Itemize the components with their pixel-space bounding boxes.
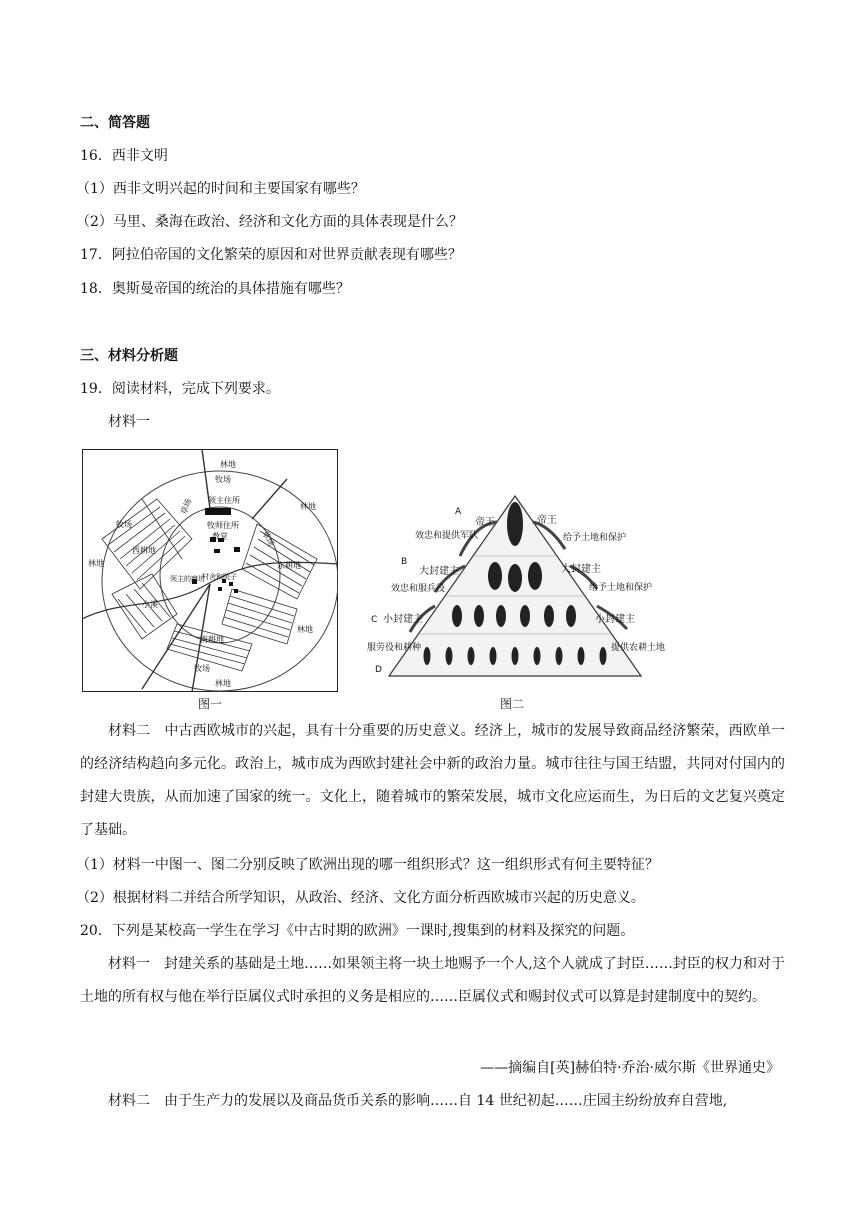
label-priest-residence: 牧师住所	[207, 521, 239, 530]
label-emperor-left: 帝王	[475, 517, 495, 528]
q20-source-citation: ——摘编自[英]赫伯特·乔治·威尔斯《世界通史》	[480, 1060, 780, 1076]
label-grant-land-1: 给予土地和保护	[563, 533, 627, 543]
question-19-part-1: （1）材料一中图一、图二分别反映了欧洲出现的哪一组织形式？这一组织形式有何主要特征？	[76, 857, 659, 873]
figure-1-caption: 图一	[198, 697, 223, 711]
label-pasture-left: 牧场	[116, 520, 132, 529]
label-church: 教堂	[212, 532, 228, 541]
question-19: 19．阅读材料，完成下列要求。	[80, 381, 280, 397]
question-16-part-2: （2）马里、桑海在政治、经济和文化方面的具体表现是什么？	[76, 214, 463, 230]
label-lord-residence: 领主住所	[208, 496, 240, 505]
section-heading-material-analysis: 三、材料分析题	[80, 348, 178, 364]
label-west-field: 西耕地	[132, 546, 156, 555]
question-16: 16．西非文明	[80, 148, 168, 164]
label-meadow-left: 草场	[179, 497, 194, 516]
label-meadow-right: 草场	[260, 529, 277, 548]
label-D: D	[375, 665, 382, 675]
label-south-field: 南耕地	[200, 635, 224, 644]
label-loyalty-troops: 效忠和提供军队	[415, 531, 479, 541]
label-stream: 小溪	[142, 600, 158, 609]
label-loyalty-service: 效忠和服兵役	[391, 584, 446, 594]
material-2-paragraph: 材料二 中古西欧城市的兴起，具有十分重要的历史意义。经济上，城市的发展导致商品经济繁荣，西欧单一的经济结构趋向多元化。政治上，城市成为西欧封建社会中新的政治力量。城市往往与国王结盟，共同对付国内的封建大贵族，从而加速了国家的统一。文化上，随着城市的繁荣发展，城市文化应运而生，为日后的文艺复兴奠定了基础。	[80, 723, 785, 838]
label-lords-mill: 领主的磨坊	[170, 575, 205, 583]
label-A: A	[455, 507, 462, 517]
label-great-lord-right: 大封建主	[561, 564, 601, 575]
q20-material-1-paragraph: 材料一 封建关系的基础是土地……如果领主将一块土地赐予一个人,这个人就成了封臣……封臣的权力和对于土地的所有权与他在举行臣属仪式时承担的义务是相应的……臣属仪式和赐封仪式可以算是封建制度中的契约。	[80, 956, 785, 1005]
label-pasture-top: 牧场	[215, 475, 231, 484]
label-forest-left: 林地	[88, 559, 104, 568]
label-forest-right-top: 林地	[300, 502, 316, 511]
label-C: C	[371, 615, 378, 625]
question-20: 20．下列是某校高一学生在学习《中古时期的欧洲》一课时,搜集到的材料及探究的问题。	[80, 923, 635, 939]
question-18: 18．奥斯曼帝国的统治的具体措施有哪些？	[80, 281, 350, 297]
label-forest-bottom: 林地	[215, 679, 231, 688]
label-east-field: 东耕地	[277, 561, 301, 570]
label-pasture-bottom: 牧场	[194, 664, 210, 673]
label-emperor-right: 帝王	[537, 515, 557, 526]
material-1-label: 材料一	[108, 414, 150, 430]
label-grant-land-2: 给予土地和保护	[589, 583, 653, 593]
question-19-part-2: （2）根据材料二并结合所学知识，从政治、经济、文化方面分析西欧城市兴起的历史意义。	[76, 890, 645, 906]
label-great-lord-left: 大封建主	[419, 566, 459, 577]
label-small-lord-left: 小封建主	[383, 614, 423, 625]
label-B: B	[401, 557, 408, 567]
section-heading-short-answer: 二、简答题	[80, 115, 150, 131]
question-16-part-1: （1）西非文明兴起的时间和主要国家有哪些？	[76, 181, 365, 197]
label-provide-farmland: 提供农耕土地	[611, 643, 666, 653]
manor-map-figure	[82, 449, 338, 692]
feudal-pyramid-figure	[365, 494, 685, 694]
question-17: 17．阿拉伯帝国的文化繁荣的原因和对世界贡献表现有哪些？	[80, 247, 462, 263]
label-small-lord-right: 小封建主	[595, 614, 635, 625]
figure-2-caption: 图二	[500, 697, 525, 711]
label-cottages-and-yards: 村舍和院子	[202, 573, 237, 581]
label-forest-top: 林地	[220, 460, 236, 469]
q20-material-2-paragraph: 材料二 由于生产力的发展以及商品货币关系的影响……自 14 世纪初起……庄园主纷纷放弃自营地,	[108, 1093, 728, 1109]
label-forest-right: 林地	[297, 625, 313, 634]
label-labor-farming: 服劳役和耕种	[367, 643, 422, 653]
